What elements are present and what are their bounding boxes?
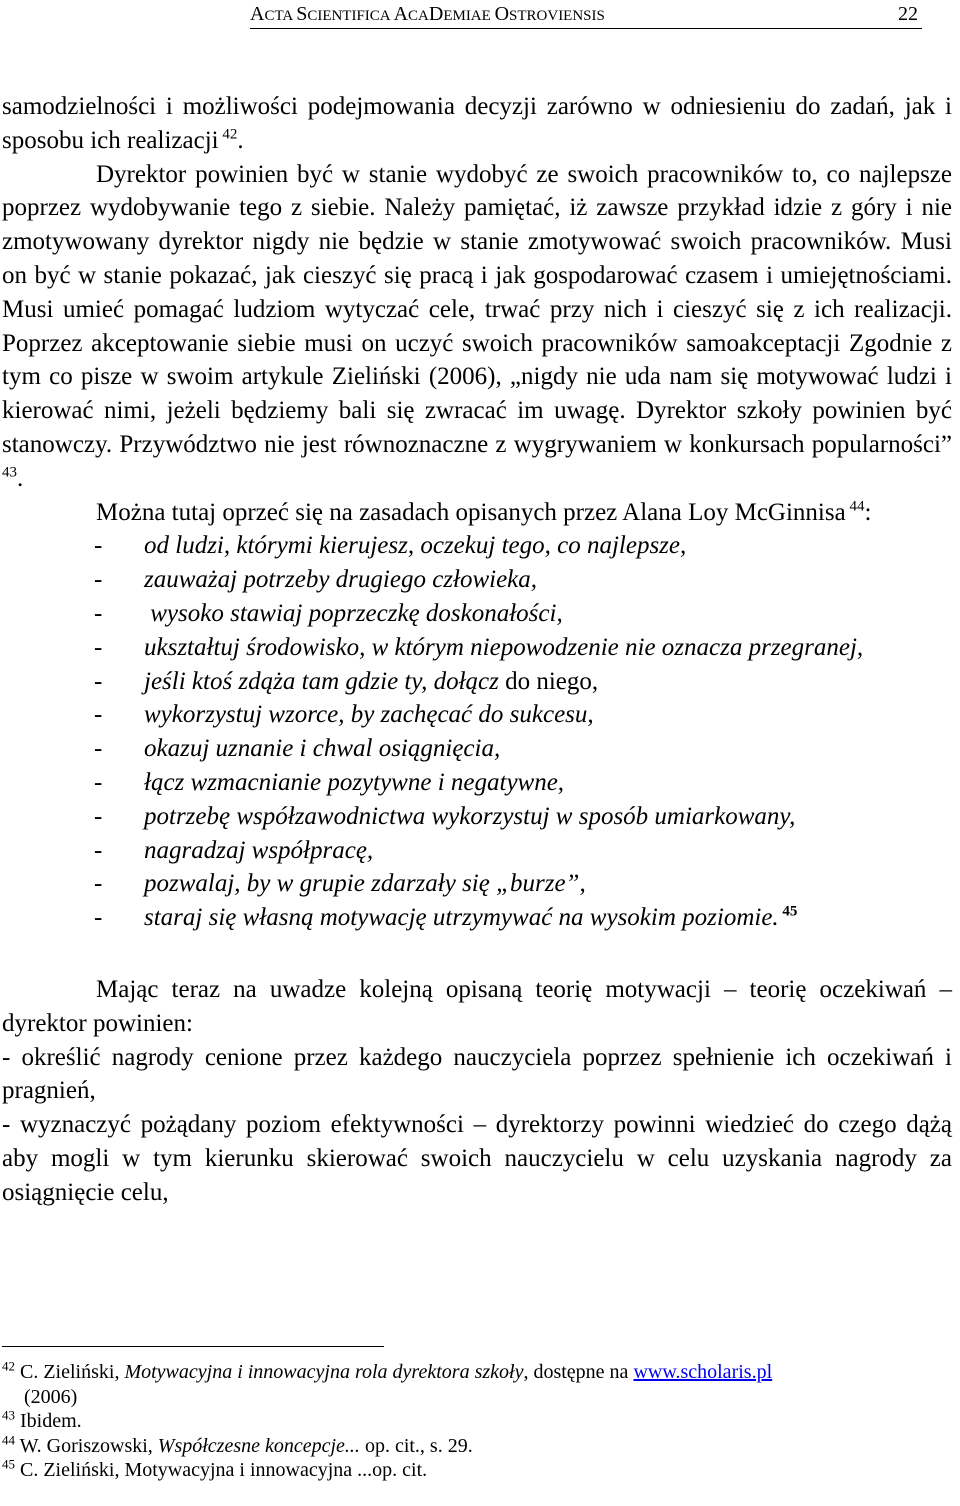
journal-title-part: A: [250, 3, 265, 25]
spacer: [2, 935, 952, 973]
paragraph-5: - określić nagrody cenione przez każdego nauczyciela poprzez spełnienie ich oczekiwań i pragnień,: [2, 1043, 952, 1105]
list-item: [2, 901, 952, 935]
list-item: [2, 529, 952, 563]
footnote-43: [2, 1409, 952, 1434]
journal-title-part: O: [494, 3, 510, 25]
footnote-text: , dostępne na: [523, 1361, 634, 1383]
journal-title-part: EMIAE: [443, 8, 495, 24]
journal-title-part: D: [428, 3, 444, 25]
footnote-number: 44: [2, 1432, 15, 1448]
list-item: [2, 867, 952, 901]
footnote-42: [2, 1360, 952, 1385]
list-dash: -: [94, 870, 103, 898]
footnote-42-year: (2006): [24, 1385, 78, 1408]
list-dash: -: [94, 667, 103, 695]
list-dash: -: [94, 904, 103, 932]
journal-title: [250, 2, 605, 28]
list-item-text: potrzebę współzawodnictwa wykorzystuj w sposób umiarkowany,: [144, 802, 796, 830]
body-text: [2, 90, 952, 1210]
page-number: 22: [898, 3, 918, 25]
list-item-text: nagradzaj współpracę,: [144, 836, 374, 864]
journal-title-part: CA: [408, 8, 429, 24]
list-dash: -: [94, 532, 103, 560]
list-dash: -: [94, 633, 103, 661]
footnote-title: Współczesne koncepcje...: [157, 1434, 360, 1457]
footnote-number: 42: [2, 1358, 15, 1374]
list-item-text: wykorzystuj wzorce, by zachęcać do sukcesu,: [144, 701, 594, 729]
footnote-text: W. Goriszowski,: [15, 1434, 158, 1457]
paragraph-text: Dyrektor powinien być w stanie wydobyć ze swoich pracowników to, co najlepsze poprzez wydobywanie tego z siebie. Należy pamiętać, iż zawsze przykład idzie z góry i nie zmotywowany dyrektor nigdy nie będzie w stanie zmotywować swoich pracowników. Musi on być w stanie pokazać, jak cieszyć się pracą i jak gospodarować czasem i umiejętnościami. Musi umieć pomagać ludziom wytyczać cele, trwać przy nich i cieszyć się z ich realizacji. Poprzez akceptowanie siebie musi on uczyć swoich pracowników samoakceptacji Zgodnie z tym co pisze w swoim artykule Zieliński (2006), „nigdy nie uda nam się motywować ludzi i kierować nimi, jeżeli będziemy bali się zwracać im uwagę. Dyrektor szkoły powinien być stanowczy. Przywództwo nie jest równoznaczne z wygrywaniem w konkursach popularności”: [2, 160, 952, 458]
paragraph-6: - wyznaczyć pożądany poziom efektywności – dyrektorzy powinni wiedzieć do czego dążą aby mogli w tym kierunku skierować swoich nauczycielu w celu uzyskania nagrody za osiągnięcie celu,: [2, 1111, 952, 1206]
list-item-text: staraj się własną motywację utrzymywać na wysokim poziomie.: [144, 904, 779, 932]
list-dash: -: [94, 768, 103, 796]
list-item-text: zauważaj potrzeby drugiego człowieka,: [144, 566, 538, 594]
list-item-text: pozwalaj, by w grupie zdarzały się „burze”,: [144, 870, 586, 898]
scholaris-link[interactable]: www.scholaris.pl: [633, 1361, 773, 1383]
journal-title-part: CIENTIFICA: [307, 8, 394, 24]
list-item: [2, 597, 952, 631]
punctuation: :: [864, 498, 872, 526]
list-item-text: okazuj uznanie i chwal osiągnięcia,: [144, 735, 501, 763]
list-item-text-tail: do niego,: [498, 667, 599, 695]
footnote-text: op. cit., s. 29.: [359, 1434, 473, 1457]
footnote-text: C. Zieliński,: [15, 1361, 125, 1383]
list-dash: -: [94, 836, 103, 864]
list-item-text: wysoko stawiaj poprzeczkę doskonałości,: [144, 599, 563, 627]
principles-list: [2, 529, 952, 935]
footnotes: [2, 1360, 952, 1483]
footnote-text: C. Zieliński, Motywacyjna i innowacyjna ...op. cit.: [15, 1459, 428, 1482]
footnote-title: Motywacyjna i innowacyjna rola dyrektora szkoły: [124, 1361, 524, 1383]
punctuation: .: [237, 126, 244, 154]
paragraph-1: [2, 90, 952, 158]
list-item: [2, 800, 952, 834]
journal-title-part: A: [393, 3, 409, 25]
journal-title-part: CTA: [264, 8, 297, 24]
journal-title-part: STROVIENSIS: [509, 8, 605, 24]
list-item: [2, 631, 952, 665]
footnote-ref-42[interactable]: 42: [218, 126, 238, 143]
list-item-text: łącz wzmacnianie pozytywne i negatywne,: [144, 768, 565, 796]
journal-title-part: S: [296, 3, 308, 25]
running-header: [250, 2, 922, 29]
list-dash: -: [94, 802, 103, 830]
list-dash: -: [94, 735, 103, 763]
footnote-ref-44[interactable]: 44: [845, 498, 865, 515]
footnote-text: Ibidem.: [15, 1410, 82, 1433]
footnote-separator: [2, 1346, 384, 1347]
paragraph-2: [2, 158, 952, 496]
list-item-text: ukształtuj środowisko, w którym niepowodzenie nie oznacza przegranej,: [144, 633, 864, 661]
paragraph-text: samodzielności i możliwości podejmowania decyzji zarówno w odniesieniu do zadań, jak i sposobu ich realizacji: [2, 93, 952, 154]
list-item-text: od ludzi, którymi kierujesz, oczekuj tego, co najlepsze,: [144, 532, 687, 560]
footnote-ref-45[interactable]: 45: [778, 903, 798, 920]
punctuation: .: [17, 464, 24, 492]
list-dash: -: [94, 599, 103, 627]
paragraph-text: Można tutaj oprzeć się na zasadach opisanych przez Alana Loy McGinnisa: [96, 498, 846, 526]
list-item: [2, 698, 952, 732]
footnote-45: [2, 1458, 952, 1483]
footnote-44: [2, 1434, 952, 1459]
list-item: [2, 834, 952, 868]
list-dash: -: [94, 701, 103, 729]
footnote-number: 45: [2, 1456, 15, 1472]
list-dash: -: [94, 566, 103, 594]
list-item: [2, 665, 952, 699]
list-item: [2, 766, 952, 800]
list-item: [2, 732, 952, 766]
footnote-number: 43: [2, 1407, 15, 1423]
paragraph-4: Mając teraz na uwadze kolejną opisaną teorię motywacji – teorię oczekiwań – dyrektor powinien:: [2, 975, 952, 1037]
list-item: [2, 563, 952, 597]
list-item-text: jeśli ktoś zdąża tam gdzie ty, dołącz: [144, 667, 499, 695]
footnote-ref-43[interactable]: 43: [2, 464, 17, 481]
paragraph-3: [2, 496, 952, 530]
